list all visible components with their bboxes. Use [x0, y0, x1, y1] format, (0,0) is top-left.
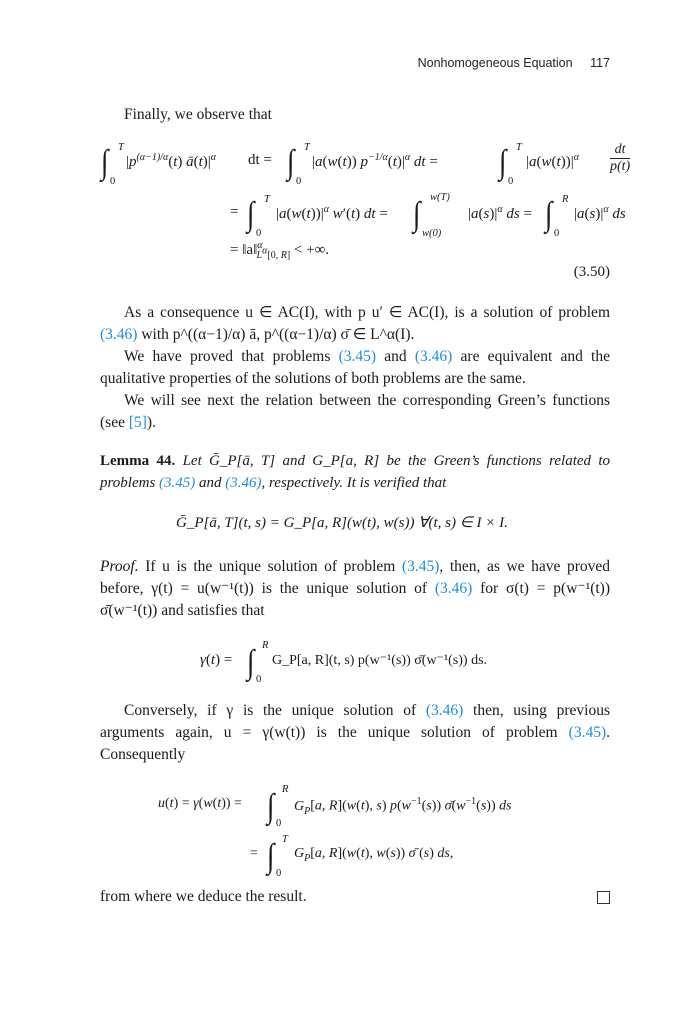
lemma-44: [100, 450, 610, 494]
qed-square-icon: [597, 891, 610, 904]
lemma-title: Lemma 44.: [100, 453, 176, 469]
lemma-equation: Ḡ_P[ā, T](t, s) = G_P[a, R](w(t), w(s)) ∀(t, s) ∈ I × I.: [176, 515, 508, 531]
ref-5-link[interactable]: [5]: [128, 414, 147, 431]
intro-text: Finally, we observe that: [124, 106, 272, 123]
ref-3-45-link[interactable]: (3.45): [159, 475, 196, 491]
proof-text-b: , then, as we have proved before, γ(t) = u(w⁻¹(t)) is the unique solution of: [100, 558, 611, 597]
lemma-text-b: , respectively. It is verified that: [261, 475, 447, 491]
consequence-text-b: with p^((α−1)/α) ā, p^((α−1)/α) σ̄ ∈ L^α(I).: [141, 326, 415, 343]
eq350-number: (3.50): [573, 264, 610, 280]
conversely-text-a: Conversely, if γ is the unique solution of: [124, 702, 417, 719]
eq350-line1: ∫ T 0 $|p^{(\alpha-1)/\alpha}(t)$ $ā(t)|^\alpha$ dt = ∫ T 0 |a(w(t)) $p^{-1/\alpha}(t)|^\alpha$ dt = ∫ T 0 $|a(w(t))|^\alpha$ $\frac{dt}{p(t)}$: [100, 142, 631, 187]
page-number: 117: [590, 56, 610, 70]
next-paragraph: [100, 390, 610, 434]
lemma-and: and: [199, 475, 222, 491]
ref-3-46-link[interactable]: (3.46): [434, 580, 473, 597]
running-title: Nonhomogeneous Equation: [417, 56, 573, 70]
intro-paragraph: [100, 104, 610, 126]
eq350-line2: = ∫ T 0 $|a(w(t))|^\alpha$ w′(t) dt = ∫ w(T) w(0) $|a(s)|^\alpha$ ds = ∫ R 0 $|a(s)|^\alpha$ ds: [230, 192, 626, 239]
ref-3-45-link[interactable]: (3.45): [338, 348, 377, 365]
ref-3-46-link[interactable]: (3.46): [100, 326, 138, 343]
proved-text-b: are equivalent and the qualitative properties of the solutions of both problems are the same.: [100, 348, 610, 387]
next-text-b: ).: [146, 414, 156, 431]
consequence-text-a: As a consequence u ∈ AC(I), with p u′ ∈ AC(I), is a solution of problem: [124, 304, 610, 321]
running-header: [418, 56, 610, 70]
conversely-paragraph: [100, 700, 610, 766]
ref-3-45-link[interactable]: (3.45): [401, 558, 440, 575]
ref-3-46-link[interactable]: (3.46): [425, 702, 464, 719]
eq350-line3: = ‖a‖$^\alpha_{L^\alpha[0, R]}$ < +∞.: [230, 240, 330, 261]
proved-text-mid: and: [384, 348, 407, 365]
closing-paragraph: [100, 886, 610, 908]
gamma-equation: γ(t) = ∫ R 0 G_P[a, R](t, s) p(w⁻¹(s)) σ̄(w⁻¹(s)) ds.: [200, 640, 488, 685]
ref-3-46-link[interactable]: (3.46): [414, 348, 453, 365]
gamma-integrand: G_P[a, R](t, s) p(w⁻¹(s)) σ̄(w⁻¹(s)) ds.: [272, 653, 488, 668]
closing-text: from where we deduce the result.: [100, 888, 307, 905]
eq350-norm: = ‖a‖: [230, 242, 258, 258]
eq350-finite: < +∞.: [293, 242, 330, 258]
next-text-a: We will see next the relation between the corresponding Green’s functions (see: [100, 392, 610, 431]
ref-3-46-link[interactable]: (3.46): [225, 475, 262, 491]
conversely-text-c: . Consequently: [100, 724, 610, 763]
eq350-dt: dt =: [248, 152, 272, 168]
conversely-text-b: then, using previous arguments again, u = γ(w(t)) is the unique solution of problem: [100, 702, 610, 741]
proved-paragraph: [100, 346, 610, 390]
lemma-text-a: Let Ḡ_P[ā, T] and G_P[a, R] be the Green’s functions related to problems: [100, 453, 611, 491]
u-equation: u(t) = γ(w(t)) = ∫ R 0 $G_P[a$, R](w(t), s) $p(w^{-1}(s))$ $\sigmā(w^{-1}(s))$ ds = ∫ T 0 $G_P[a$, R](w(t), w(s)) σ̄ (s) ds,: [158, 784, 512, 879]
proof-text-a: If u is the unique solution of problem: [145, 558, 396, 575]
proved-text-a: We have proved that problems: [124, 348, 331, 365]
proof-paragraph: [100, 556, 610, 622]
proof-text-c: for σ(t) = p(w⁻¹(t)) σ̄(w⁻¹(t)) and satisfies that: [100, 580, 611, 619]
consequence-paragraph: [100, 302, 610, 346]
ref-3-45-link[interactable]: (3.45): [568, 724, 607, 741]
proof-label: Proof.: [100, 558, 139, 575]
